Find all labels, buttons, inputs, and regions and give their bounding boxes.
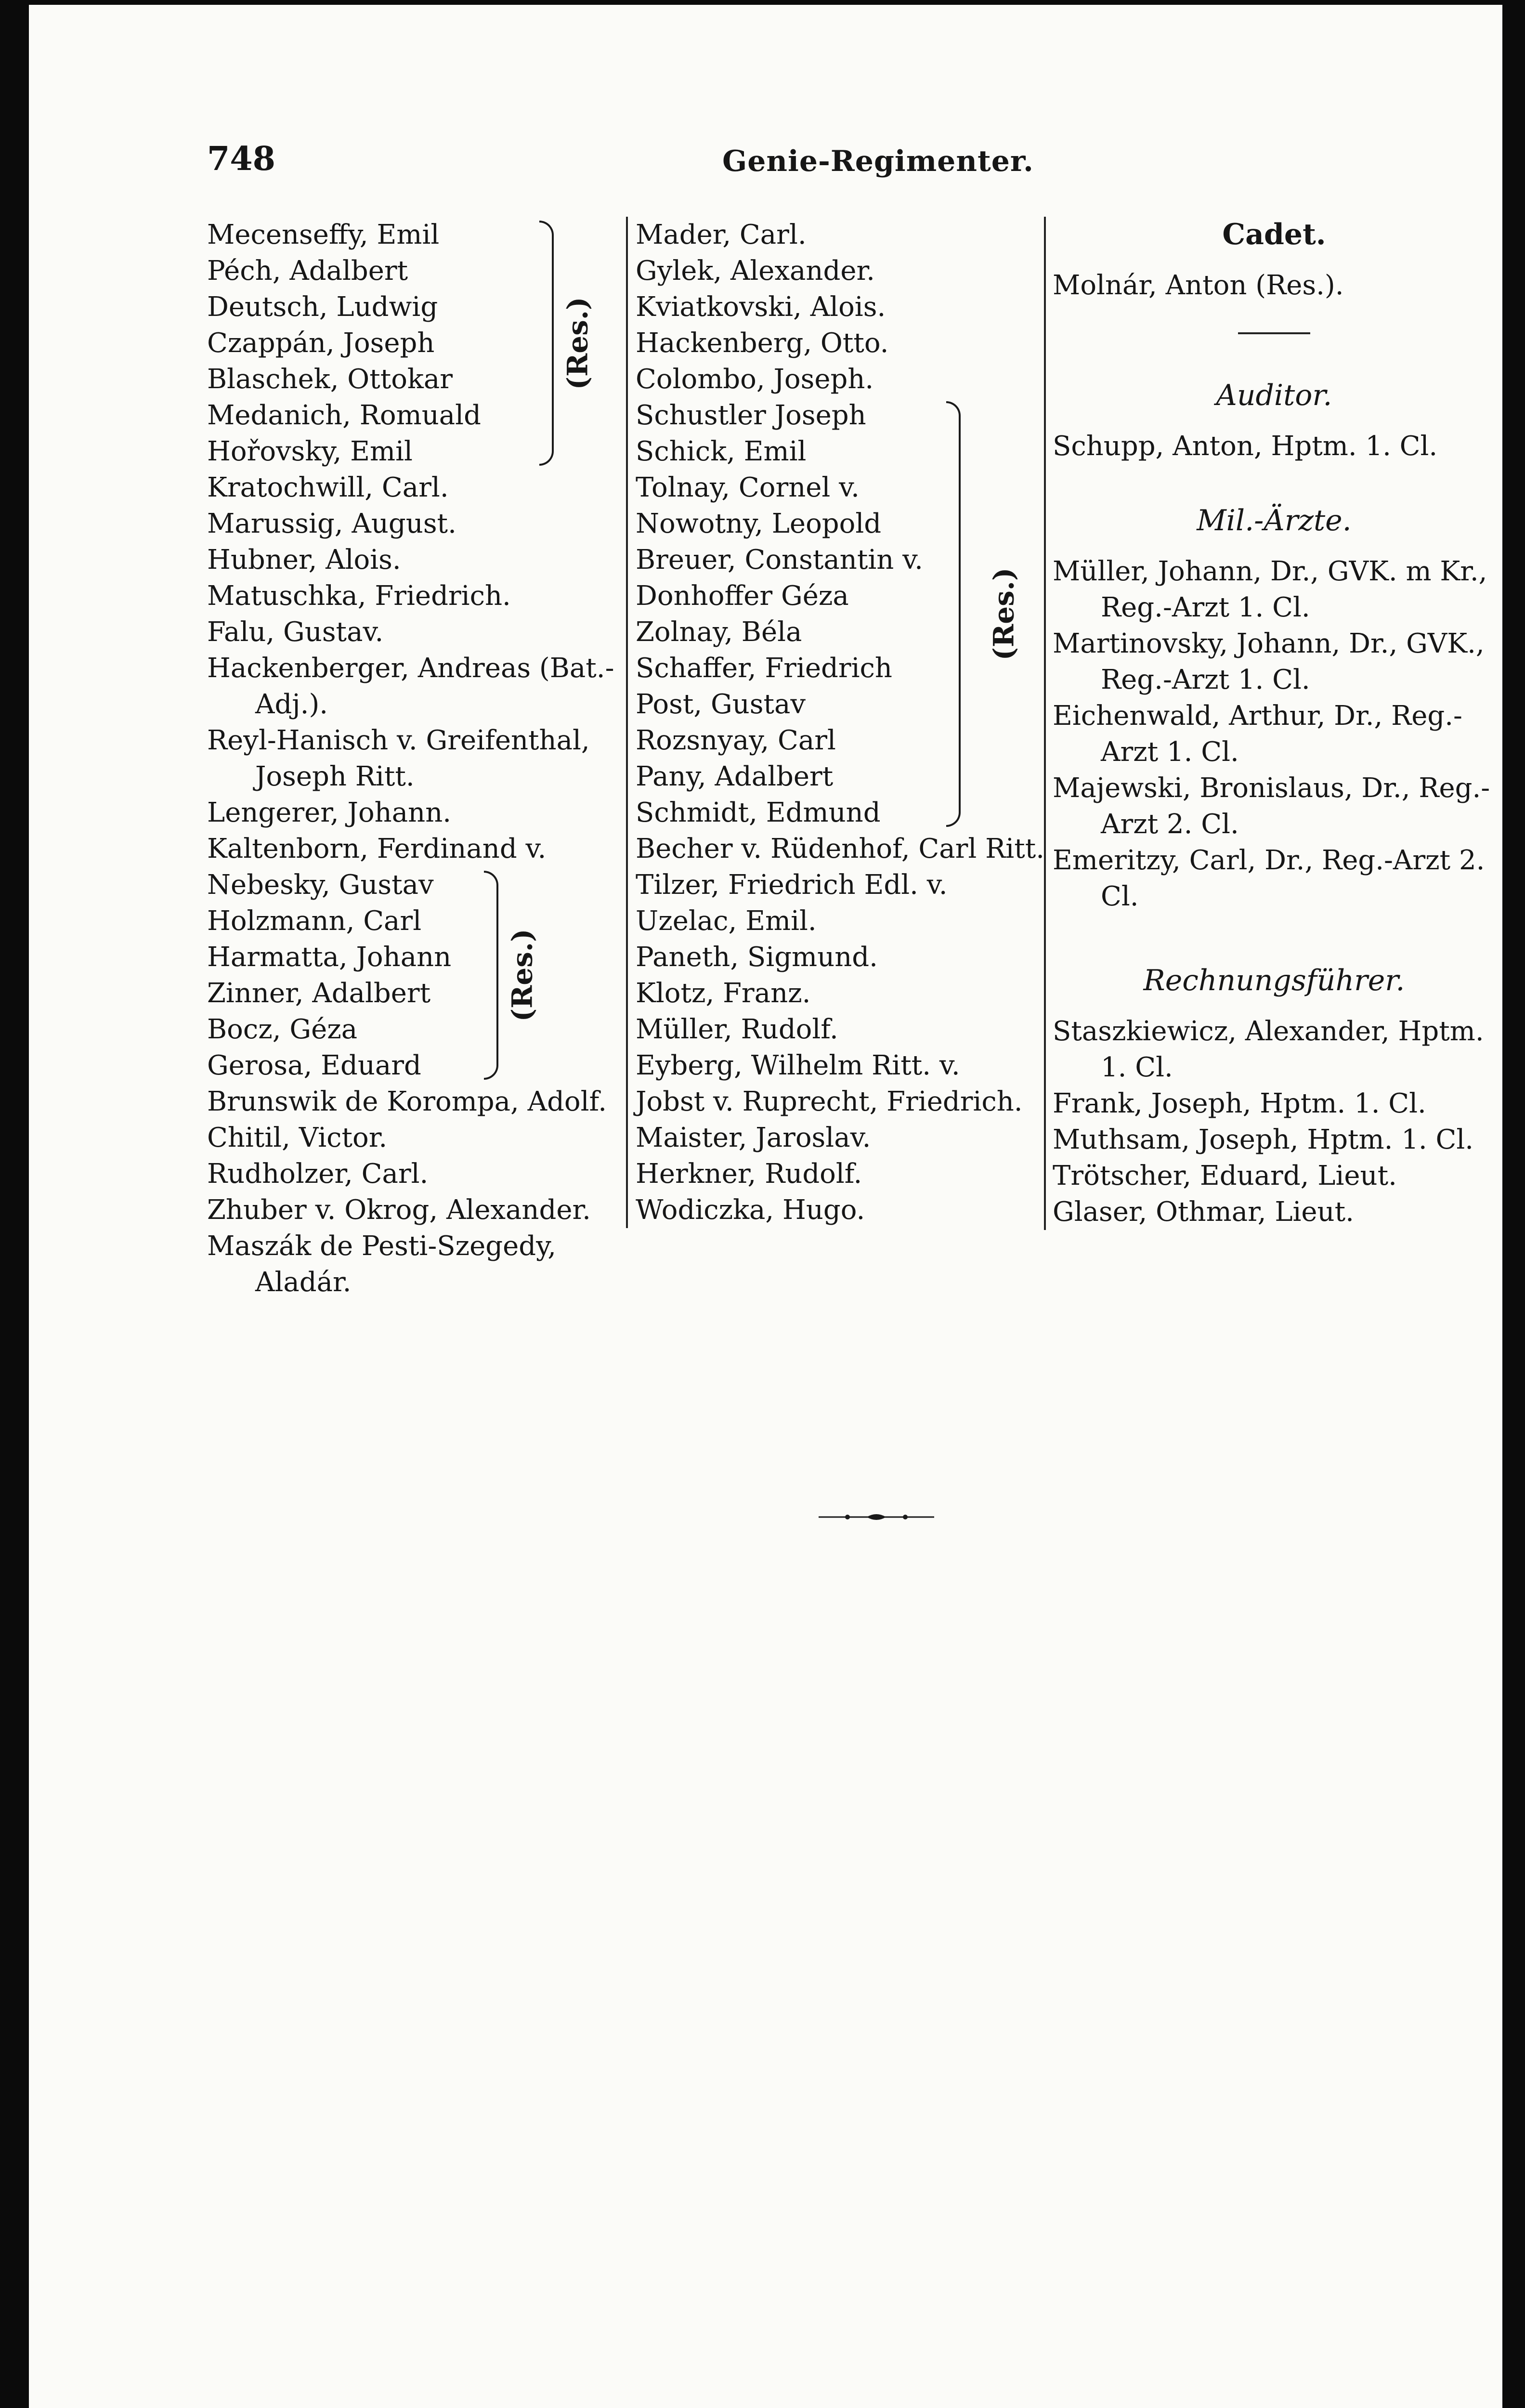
list-entry: Schaffer, Friedrich xyxy=(636,653,892,684)
list-entry: Brunswik de Korompa, Adolf. xyxy=(207,1086,607,1117)
list-entry: Eyberg, Wilhelm Ritt. v. xyxy=(636,1050,960,1081)
book-page xyxy=(29,5,1502,2408)
reserve-label: (Res.) xyxy=(987,567,1020,661)
list-entry: Trötscher, Eduard, Lieut. xyxy=(1053,1160,1397,1191)
rechnungsfuehrer-list xyxy=(1053,1013,1496,1230)
list-entry: Harmatta, Johann xyxy=(207,942,452,973)
group-entries xyxy=(207,867,477,1084)
brace xyxy=(484,871,498,1080)
list-entry: Breuer, Constantin v. xyxy=(636,544,923,576)
list-entry: Tolnay, Cornel v. xyxy=(636,472,860,503)
list-entry: Gerosa, Eduard xyxy=(207,1050,421,1081)
list-entry: Frank, Joseph, Hptm. 1. Cl. xyxy=(1053,1088,1426,1119)
list-entry: Medanich, Romuald xyxy=(207,400,481,431)
list-entry: Hackenberg, Otto. xyxy=(636,327,889,359)
list-entry: Majewski, Bronislaus, Dr., Reg.-Arzt 2. Cl. xyxy=(1053,772,1490,840)
list-entry: Zinner, Adalbert xyxy=(207,978,431,1009)
auditor-list xyxy=(1053,428,1496,464)
entry-list xyxy=(207,470,626,867)
list-entry: Donhoffer Géza xyxy=(636,580,849,612)
section-title-mil-aerzte: Mil.-Ärzte. xyxy=(1197,504,1352,537)
list-entry: Martinovsky, Johann, Dr., GVK., Reg.-Arzt 1. Cl. xyxy=(1053,628,1485,695)
section-title-rechnungsfuehrer: Rechnungsführer. xyxy=(1143,964,1405,997)
list-entry: Reyl-Hanisch v. Greifenthal, Joseph Ritt. xyxy=(207,725,590,792)
reserve-group-1 xyxy=(207,217,594,470)
list-entry: Klotz, Franz. xyxy=(636,978,811,1009)
list-entry: Pany, Adalbert xyxy=(636,761,834,792)
reserve-label: (Res.) xyxy=(506,929,539,1022)
list-entry: Staszkiewicz, Alexander, Hptm. 1. Cl. xyxy=(1053,1016,1484,1083)
end-ornament xyxy=(819,1507,934,1527)
list-entry: Tilzer, Friedrich Edl. v. xyxy=(636,869,948,901)
list-entry: Holzmann, Carl xyxy=(207,905,422,937)
list-entry: Muthsam, Joseph, Hptm. 1. Cl. xyxy=(1053,1124,1474,1155)
list-entry: Blaschek, Ottokar xyxy=(207,364,453,395)
list-entry: Uzelac, Emil. xyxy=(636,905,817,937)
list-entry: Maister, Jaroslav. xyxy=(636,1122,871,1153)
list-entry: Becher v. Rüdenhof, Carl Ritt. xyxy=(636,833,1045,864)
page-number: 748 xyxy=(207,140,275,178)
column-3 xyxy=(1044,217,1496,1230)
list-entry: Emeritzy, Carl, Dr., Reg.-Arzt 2. Cl. xyxy=(1053,845,1485,912)
group-entries xyxy=(636,397,934,831)
cadet-list xyxy=(1053,267,1496,303)
entry-list xyxy=(636,217,1055,397)
list-entry: Paneth, Sigmund. xyxy=(636,942,878,973)
entry-list xyxy=(636,831,1055,1228)
list-entry: Schupp, Anton, Hptm. 1. Cl. xyxy=(1053,431,1438,462)
list-entry: Zhuber v. Okrog, Alexander. xyxy=(207,1194,591,1226)
list-entry: Gylek, Alexander. xyxy=(636,255,875,287)
list-entry: Maszák de Pesti-Szegedy, Aladár. xyxy=(207,1230,557,1298)
section-title-auditor: Auditor. xyxy=(1216,379,1332,412)
reserve-group-2 xyxy=(207,867,539,1084)
list-entry: Müller, Johann, Dr., GVK. m Kr., Reg.-Arzt 1. Cl. xyxy=(1053,556,1487,623)
list-entry: Bocz, Géza xyxy=(207,1014,358,1045)
section-title-cadet: Cadet. xyxy=(1222,218,1326,251)
list-entry: Rozsnyay, Carl xyxy=(636,725,836,756)
list-entry: Czappán, Joseph xyxy=(207,327,435,359)
section-rule xyxy=(1238,332,1310,334)
list-entry: Molnár, Anton (Res.). xyxy=(1053,270,1344,301)
group-entries xyxy=(207,217,515,470)
list-entry: Marussig, August. xyxy=(207,508,456,539)
list-entry: Schustler Joseph xyxy=(636,400,866,431)
list-entry: Nowotny, Leopold xyxy=(636,508,882,539)
list-entry: Matuschka, Friedrich. xyxy=(207,580,511,612)
mil-aerzte-list xyxy=(1053,553,1496,915)
list-entry: Glaser, Othmar, Lieut. xyxy=(1053,1196,1354,1228)
list-entry: Mader, Carl. xyxy=(636,219,807,250)
list-entry: Jobst v. Ruprecht, Friedrich. xyxy=(636,1086,1023,1117)
list-entry: Lengerer, Johann. xyxy=(207,797,452,828)
list-entry: Wodiczka, Hugo. xyxy=(636,1194,865,1226)
list-entry: Nebesky, Gustav xyxy=(207,869,434,901)
list-entry: Zolnay, Béla xyxy=(636,616,802,648)
list-entry: Falu, Gustav. xyxy=(207,616,384,648)
page-header xyxy=(29,5,1502,197)
list-entry: Hackenberger, Andreas (Bat.-Adj.). xyxy=(207,653,614,720)
brace xyxy=(946,401,961,827)
list-entry: Post, Gustav xyxy=(636,689,806,720)
list-entry: Eichenwald, Arthur, Dr., Reg.-Arzt 1. Cl. xyxy=(1053,700,1462,768)
running-head: Genie-Regimenter. xyxy=(722,144,1034,178)
list-entry: Kratochwill, Carl. xyxy=(207,472,449,503)
list-entry: Rudholzer, Carl. xyxy=(207,1158,429,1190)
list-entry: Hubner, Alois. xyxy=(207,544,401,576)
list-entry: Péch, Adalbert xyxy=(207,255,408,287)
list-entry: Müller, Rudolf. xyxy=(636,1014,838,1045)
list-entry: Herkner, Rudolf. xyxy=(636,1158,862,1190)
list-entry: Mecenseffy, Emil xyxy=(207,219,440,250)
list-entry: Schmidt, Edmund xyxy=(636,797,881,828)
list-entry: Schick, Emil xyxy=(636,436,807,467)
list-entry: Hořovsky, Emil xyxy=(207,436,413,467)
list-entry: Kaltenborn, Ferdinand v. xyxy=(207,833,547,864)
list-entry: Kviatkovski, Alois. xyxy=(636,291,886,323)
column-2 xyxy=(626,217,1055,1228)
list-entry: Deutsch, Ludwig xyxy=(207,291,438,323)
entry-list xyxy=(207,1084,626,1300)
column-1 xyxy=(207,217,626,1300)
reserve-group-3 xyxy=(636,397,1020,831)
brace xyxy=(539,221,554,466)
reserve-label: (Res.) xyxy=(561,297,594,390)
list-entry: Chitil, Victor. xyxy=(207,1122,388,1153)
list-entry: Colombo, Joseph. xyxy=(636,364,874,395)
